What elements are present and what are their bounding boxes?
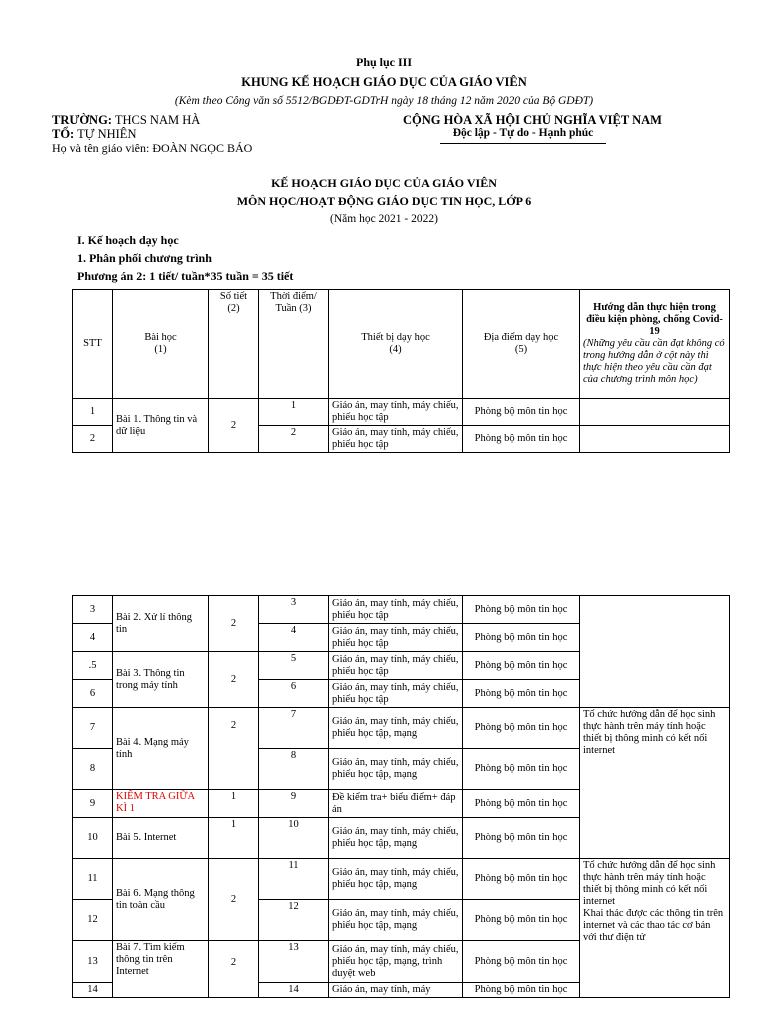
schedule-table-2 xyxy=(72,595,730,998)
group-value: TỰ NHIÊN xyxy=(74,127,137,141)
lesson-cell: Bài 3. Thông tin trong máy tính xyxy=(113,652,209,708)
table-row: 3 Bài 2. Xử lí thông tin 2 3 Giáo án, may tính, máy chiếu, phiếu học tập Phòng bộ môn tin học xyxy=(73,596,730,624)
school-line xyxy=(52,113,200,128)
table-row: 10 Bài 5. Internet 1 10 Giáo án, may tính, máy chiếu, phiếu học tập, mạng Phòng bộ môn tin học xyxy=(73,818,730,859)
table-header-row xyxy=(73,290,730,399)
lesson-cell: Bài 1. Thông tin và dữ liệu xyxy=(113,399,209,453)
motto-underline xyxy=(440,143,606,144)
teacher-label: Họ và tên giáo viên: xyxy=(52,141,150,155)
lesson-cell: Bài 7. Tìm kiếm thông tin trên Internet xyxy=(113,941,209,998)
school-year: (Năm học 2021 - 2022) xyxy=(330,213,438,225)
lesson-cell: Bài 5. Internet xyxy=(113,818,209,859)
header-place: Địa điểm dạy học (5) xyxy=(463,290,580,399)
header-stt: STT xyxy=(73,290,113,399)
document-subtitle: (Kèm theo Công văn số 5512/BGDĐT-GDTrH ngày 18 tháng 12 năm 2020 của Bộ GDĐT) xyxy=(174,95,594,107)
plan-subject: MÔN HỌC/HOẠT ĐỘNG GIÁO DỤC TIN HỌC, LỚP 6 xyxy=(236,194,532,208)
table-row: 11 Bài 6. Mạng thông tin toàn cầu 2 11 Giáo án, may tính, máy chiếu, phiếu học tập, mạng Phòng bộ môn tin học Tổ chức hướng dẫn để học sinh thực hành trên máy tính hoặc thiết bị thông minh có kết nối internet Khai thác được các thông tin trên internet và các thao tác cơ bản với thư điện tử xyxy=(73,859,730,900)
guide-cell: Tổ chức hướng dẫn để học sinh thực hành trên máy tính hoặc thiết bị thông minh có kết nối internet Khai thác được các thông tin trên internet và các thao tác cơ bản với thư điện tử xyxy=(580,859,730,998)
lesson-cell: Bài 4. Mạng máy tính xyxy=(113,708,209,790)
table-row: 14 14 Giáo án, may tính, máy Phòng bộ môn tin học xyxy=(73,983,730,998)
document-title: KHUNG KẾ HOẠCH GIÁO DỤC CỦA GIÁO VIÊN xyxy=(241,75,527,89)
section-1: I. Kế hoạch dạy học xyxy=(77,233,179,247)
national-motto: Độc lập - Tự do - Hạnh phúc xyxy=(452,127,594,139)
table-row: 1 Bài 1. Thông tin và dữ liệu 2 1 Giáo án, may tính, máy chiếu, phiếu học tập Phòng bộ môn tin học xyxy=(73,399,730,426)
teacher-line xyxy=(52,141,252,156)
school-value: THCS NAM HÀ xyxy=(111,113,201,127)
lesson-cell: Bài 2. Xử lí thông tin xyxy=(113,596,209,652)
country-name: CỘNG HÒA XÃ HỘI CHỦ NGHĨA VIỆT NAM xyxy=(403,113,662,127)
group-label: TỔ: xyxy=(52,127,75,141)
table-row: 13 Bài 7. Tìm kiếm thông tin trên Internet 2 13 Giáo án, may tính, máy chiếu, phiếu học tập, mạng, trình duyệt web Phòng bộ môn tin học xyxy=(73,941,730,983)
group-line xyxy=(52,127,136,142)
table-row: 8 8 Giáo án, may tính, máy chiếu, phiếu học tập, mạng Phòng bộ môn tin học xyxy=(73,749,730,790)
lesson-cell: Bài 6. Mạng thông tin toàn cầu xyxy=(113,859,209,941)
table-row: 4 4 Giáo án, may tính, máy chiếu, phiếu học tập Phòng bộ môn tin học xyxy=(73,624,730,652)
header-lesson: Bài học (1) xyxy=(113,290,209,399)
header-periods: Số tiết (2) xyxy=(209,290,259,399)
teacher-value: ĐOÀN NGỌC BÁO xyxy=(149,141,253,155)
table-row: 6 6 Giáo án, may tính, máy chiếu, phiếu học tập Phòng bộ môn tin học xyxy=(73,680,730,708)
exam-lesson-cell: KIỂM TRA GIỮA KÌ 1 xyxy=(113,790,209,818)
table-row: 9 KIỂM TRA GIỮA KÌ 1 1 9 Đề kiểm tra+ biểu điểm+ đáp án Phòng bộ môn tin học xyxy=(73,790,730,818)
table-row: 2 2 Giáo án, may tính, máy chiếu, phiếu học tập Phòng bộ môn tin học xyxy=(73,426,730,453)
plan-title: KẾ HOẠCH GIÁO DỤC CỦA GIÁO VIÊN xyxy=(271,176,497,190)
table-row: .5 Bài 3. Thông tin trong máy tính 2 5 Giáo án, may tính, máy chiếu, phiếu học tập Phòng bộ môn tin học xyxy=(73,652,730,680)
section-1-1: 1. Phân phối chương trình xyxy=(77,251,212,265)
table-row: 12 12 Giáo án, may tính, máy chiếu, phiếu học tập, mạng Phòng bộ môn tin học xyxy=(73,900,730,941)
guide-cell: Tổ chức hướng dẫn để học sinh thực hành trên máy tính hoặc thiết bị thông minh có kết nối internet xyxy=(580,708,730,859)
appendix-label: Phụ lục III xyxy=(355,55,413,69)
header-time: Thời điểm/ Tuần (3) xyxy=(259,290,329,399)
header-equipment: Thiết bị dạy học (4) xyxy=(329,290,463,399)
header-guide: Hướng dẫn thực hiện trong điều kiện phòng, chống Covid-19 (Những yêu cầu cần đạt không có trong hướng dẫn ở cột này thì thực hiện theo yêu cầu cần đạt của chương trình môn học) xyxy=(580,290,730,399)
schedule-table-1 xyxy=(72,289,730,453)
table-row: 7 Bài 4. Mạng máy tính 2 7 Giáo án, may tính, máy chiếu, phiếu học tập, mạng Phòng bộ môn tin học Tổ chức hướng dẫn để học sinh thực hành trên máy tính hoặc thiết bị thông minh có kết nối internet xyxy=(73,708,730,749)
option-label: Phương án 2: 1 tiết/ tuần*35 tuần = 35 tiết xyxy=(77,269,294,283)
school-label: TRƯỜNG: xyxy=(52,113,112,127)
